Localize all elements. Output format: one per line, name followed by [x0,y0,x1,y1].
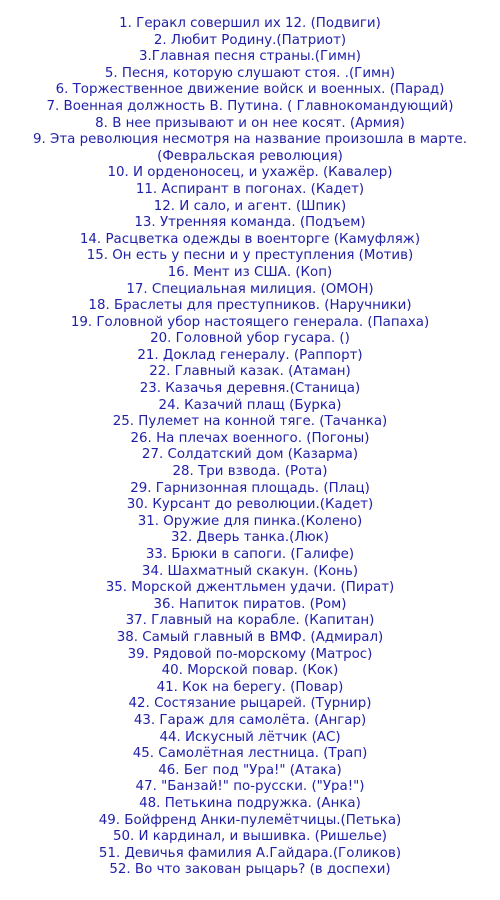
list-item: 23. Казачья деревня.(Станица) [139,381,361,397]
list-item: 32. Дверь танка.(Люк) [171,530,329,546]
list-item: 50. И кардинал, и вышивка. (Ришелье) [112,829,388,845]
list-item: 1. Геракл совершил их 12. (Подвиги) [119,16,381,31]
list-item: 20. Головной убор гусара. () [150,331,350,347]
list-item: 13. Утренняя команда. (Подъем) [134,215,366,231]
list-item: 34. Шахматный скакун. (Конь) [141,563,359,579]
list-item: 52. Во что закован рыцарь? (в доспехи) [109,862,391,878]
list-item: 40. Морской повар. (Кок) [161,663,339,679]
list-item: 47. "Банзай!" по-русски. ("Ура!") [135,779,365,795]
list-item: 29. Гарнизонная площадь. (Плац) [130,480,370,496]
list-item: 5. Песня, которую слушают стоя. .(Гимн) [104,65,396,81]
list-item: 33. Брюки в сапоги. (Галифе) [145,547,355,562]
list-item: 41. Кок на берегу. (Повар) [156,679,344,695]
list-item: 7. Военная должность В. Путина. ( Главнокомандующий) [46,98,454,114]
list-item: 11. Аспирант в погонах. (Кадет) [135,181,365,197]
list-item: 45. Самолётная лестница. (Трап) [132,746,368,762]
list-item: 42. Состязание рыцарей. (Турнир) [128,696,372,712]
list-item: 26. На плечах военного. (Погоны) [130,430,370,446]
list-item: 38. Самый главный в ВМФ. (Адмирал) [116,629,384,645]
list-item: 27. Солдатский дом (Казарма) [141,447,359,463]
list-item: 19. Головной убор настоящего генерала. (Папаха) [70,314,430,330]
list-item: 8. В нее призывают и он нее косят. (Армия) [95,115,405,131]
list-item: 31. Оружие для пинка.(Колено) [137,513,363,529]
list-item: 48. Петькина подружка. (Анка) [139,795,361,811]
list-item: 36. Напиток пиратов. (Ром) [153,596,347,612]
list-item: 14. Расцветка одежды в военторге (Камуфляж) [79,231,421,247]
list-item: 39. Рядовой по-морскому (Матрос) [127,646,373,662]
list-item: 6. Торжественное движение войск и военных. (Парад) [55,82,445,98]
list-item: 21. Доклад генералу. (Раппорт) [137,347,363,363]
list-item: 30. Курсант до революции.(Кадет) [126,497,374,513]
list-item: 43. Гараж для самолёта. (Ангар) [133,712,367,728]
list-item: 10. И орденоносец, и ухажёр. (Кавалер) [107,165,393,181]
list-item: 18. Браслеты для преступников. (Наручники) [88,298,412,314]
quiz-list [0,16,500,879]
list-item: 17. Специальная милиция. (ОМОН) [126,281,374,297]
list-item: 35. Морской джентльмен удачи. (Пират) [105,580,395,596]
list-item: 49. Бойфренд Анки-пулемётчицы.(Петька) [98,812,402,828]
list-item: 16. Мент из США. (Коп) [167,264,333,280]
list-item: 28. Три взвода. (Рота) [172,464,328,480]
list-item: 24. Казачий плащ (Бурка) [158,397,342,413]
list-item: 46. Бег под "Ура!" (Атака) [158,762,342,778]
list-item: 3.Главная песня страны.(Гимн) [139,49,361,65]
list-item: 44. Искусный лётчик (АС) [159,729,341,745]
list-item: 2. Любит Родину.(Патриот) [153,32,347,48]
list-item: 37. Главный на корабле. (Капитан) [125,613,375,629]
list-item: 51. Девичья фамилия А.Гайдара.(Голиков) [98,845,402,861]
list-item: 25. Пулемет на конной тяге. (Тачанка) [112,414,388,430]
list-item: 9. Эта революция несмотря на название произошла в марте.(Февральская революция) [32,132,468,164]
list-item: 12. И сало, и агент. (Шпик) [153,198,347,214]
list-item: 22. Главный казак. (Атаман) [149,364,351,380]
list-item: 15. Он есть у песни и у преступления (Мотив) [86,248,414,264]
